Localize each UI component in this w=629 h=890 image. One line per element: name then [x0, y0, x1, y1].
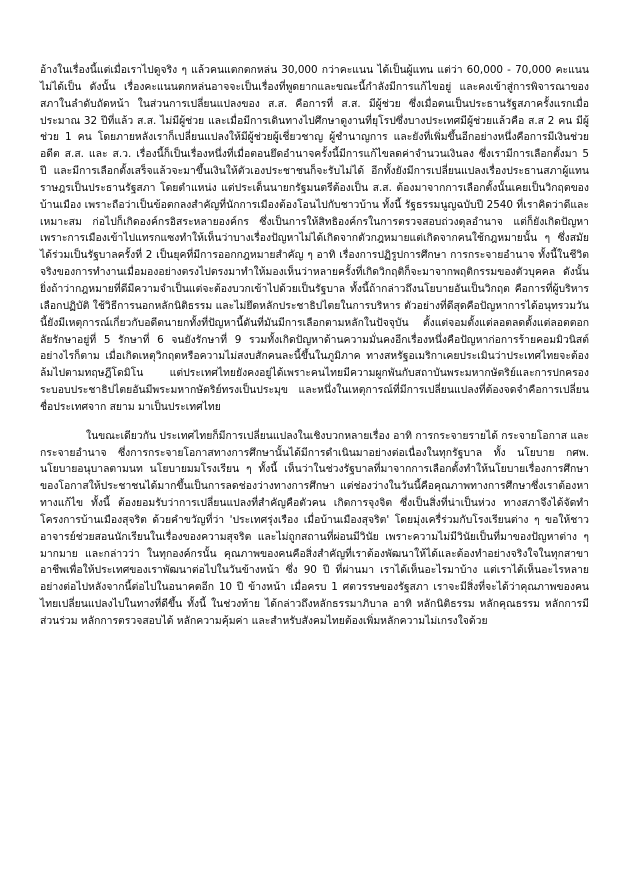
paragraph-1: อ้างในเรื่องนี้แต่เมื่อเราไปดูจริง ๆ แล้วคนแตกตกหล่น 30,000 กว่าคะแนน ได้เป็นผู้แทน แต่ว่า 60,000 - 70,000 คะแนน ไม่ได้เป็น ดังนั้น เรื่องคะแนนตกหล่นอาจจะเป็นเรื่องที่พูดยากและขณะนี้กำลังมีการแก้ไขอยู่ และคงเข้าสู่การพิจารณาของสภาในลำดับถัดหน้า ในส่วนการเปลี่ยนแปลงของ ส.ส. คือการที่ ส.ส. มีผู้ช่วย ซึ่งเมื่อตนเป็นประธานรัฐสภาครั้งแรกเมื่อประมาณ 32 ปีที่แล้ว ส.ส. ไม่มีผู้ช่วย และเมื่อมีการเดินทางไปศึกษาดูงานที่ยุโรปซึ่งบางประเทศมีผู้ช่วยแล้วคือ ส.ส 2 คน มีผู้ช่วย 1 คน โดยภายหลังเราก็เปลี่ยนแปลงให้มีผู้ช่วยผู้เชี่ยวชาญ ผู้ชำนาญการ และยังที่เพิ่มขึ้นอีกอย่างหนึ่งคือการมีเงินช่วยอดีต ส.ส. และ ส.ว. เรื่องนี้ก็เป็นเรื่องหนึ่งที่เมื่อตอนยึดอำนาจครั้งนี้มีการแก้ไขลดค่าจำนวนเงินลง ซึ่งเรามีการเลือกตั้งมา 5 ปี และมีการเลือกตั้งเสร็จแล้วจะมาขึ้นเงินให้ตัวเองประชาชนก็จะรับไม่ได้ อีกทั้งยังมีการเปลี่ยนแปลงเรื่องประธานสภาผู้แทนราษฎรเป็นประธานรัฐสภา โดยตำแหน่ง แต่ประเด็นนายกรัฐมนตรีต้องเป็น ส.ส. ต้องมาจากการเลือกตั้งนั้นเคยเป็นวิกฤตของบ้านเมือง เพราะถือว่าเป็นข้อตกลงสำคัญที่นักการเมืองต้องโอนไปกับชาวบ้าน ทั้งนี้ รัฐธรรมนูญฉบับปี 2540 ที่เราคิดว่าดีและเหมาะสม ก่อไปก็เกิดองค์กรอิสระหลายองค์กร ซึ่งเป็นการให้สิทธิองค์กรในการตรวจสอบถ่วงดุลอำนาจ แต่ก็ยังเกิดปัญหาเพราะการเมืองเข้าไปแทรกแซงทำให้เห็นว่าบางเรื่องปัญหาไม่ได้เกิดจากตัวกฎหมายแต่เกิดจากคนใช้กฎหมายนั้น ๆ ซึ่งสมัยได้ร่วมเป็นรัฐบาลครั้งที่ 2 เป็นยุคที่มีการออกกฎหมายสำคัญ ๆ อาทิ เรื่องการปฏิรูปการศึกษา การกระจายอำนาจ ทั้งนี้ในชีวิตจริงของการทำงานเมื่อมองอย่างตรงไปตรงมาทำให้มองเห็นว่าหลายครั้งที่เกิดวิกฤติก็จะมาจากพฤติกรรมของตัวบุคคล ดังนั้น ยิ่งถ้าว่ากฎหมายที่ดีมีความจำเป็นแต่จะต้องบวกเข้าไปด้วยเป็นรัฐบาล ทั้งนี้ถ้ากล่าวถึงนโยบายอันเป็นวิกฤต คือการที่ผู้บริหารเลือกปฏิบัติ ใช้วิธีการนอกหลักนิติธรรม และไม่ยึดหลักประชาธิปไตยในการบริหาร ตัวอย่างที่ดีสุดคือปัญหาการได้อนุทรวมวันนี้ยังมีเหตุการณ์เกี่ยวกับอดีตนายกทั้งที่ปัญหานี้ดันที่มันมีการเลือกตามหลักในปัจจุบัน ตั้งแต่จอมตั้งแต่ลอตลดตั้งแต่ลอตตอกลัยรักษาอยู่ที่ 5 รักษาที่ 6 จนยังรักษาที่ 9 รวมทั้งเกิดปัญหาด้านความมั่นคงอีกเรื่องหนึ่งคือปัญหาก่อการร้ายคอมมิวนิสต์ อย่างไรก็ตาม เมื่อเกิดเหตุวิกฤตหรือความไม่สงบสักคนละนี้ขึ้นในภูมิภาค ทางสหรัฐอเมริกาเคยประเมินว่าประเทศไทยจะต้องล้มไปตามทฤษฎีโดมิโน แต่ประเทศไทยยังคงอยู่ได้เพราะคนไทยมีความผูกพันกับสถาบันพระมหากษัตริย์และการปกครองระบอบประชาธิปไตยอันมีพระมหากษัตริย์ทรงเป็นประมุข และหนึ่งในเหตุการณ์ที่มีการเปลี่ยนแปลงที่ต้องจดจำคือการเปลี่ยนชื่อประเทศจาก สยาม มาเป็นประเทศไทย: [40, 64, 589, 413]
document-body: [40, 62, 589, 630]
paragraph-2: ในขณะเดียวกัน ประเทศไทยก็มีการเปลี่ยนแปลงในเชิงบวกหลายเรื่อง อาทิ การกระจายรายได้ กระจายโอกาส และกระจายอำนาจ ซึ่งการกระจายโอกาสทางการศึกษานั้นได้มีการดำเนินมาอย่างต่อเนื่องในทุกรัฐบาล ทั้ง นโยบาย กศพ. นโยบายอนุบาลตามนท นโยบายมมโรงเรียน ๆ ทั้งนี้ เห็นว่าในช่วงรัฐบาลที่มาจากการเลือกตั้งทำให้นโยบายเรื่องการศึกษาของโอกาสให้ประชาชนได้มากขึ้นเป็นการลดช่องว่างทางการศึกษา แต่ช่องว่างในวันนี้คือคุณภาพทางการศึกษาซึ่งเราต้องหาทางแก้ไข ทั้งนี้ ต้องยอมรับว่าการเปลี่ยนแปลงที่สำคัญคือตัวคน เกิดการจุงจิต ซึ่งเป็นสิ่งที่น่าเป็นห่วง ทางสภาจึงได้จัดทำโครงการบ้านเมืองสุจริต ด้วยคำขวัญที่ว่า 'ประเทศรุ่งเรือง เมื่อบ้านเมืองสุจริต' โดยมุ่งเครื่ร่วมกับโรงเรียนต่าง ๆ ขอให้ชาวอาจารย์ช่วยสอนนักเรียนในเรื่องของความสุจริต และไม่ถูกสถานที่ผ่อนมีวินัย เพราะความไม่มีวินัยเป็นที่มาของปัญหาต่าง ๆ มากมาย และกล่าวว่า ในทุกองค์กรนั้น คุณภาพของคนคือสิ่งสำคัญที่เราต้องพัฒนาให้ได้และต้องทำอย่างจริงใจในทุกสาขาอาชีพเพื่อให้ประเทศของเราพัฒนาต่อไปในวันข้างหน้า ซึ่ง 90 ปี ที่ผ่านมา เราได้เห็นอะไรมาบ้าง แต่เราได้เห็นอะไรหลายอย่างต่อไปหลังจากนี้ต่อไปในอนาคตอีก 10 ปี ข้างหน้า เมื่อครบ 1 ศตวรรษของรัฐสภา เราจะมีสิ่งที่จะได้ว่าคุณภาพของคนไทยเปลี่ยนแปลงไปในทางที่ดีขึ้น ทั้งนี้ ในช่วงท้าย ได้กล่าวถึงหลักธรรมาภิบาล อาทิ หลักนิติธรรม หลักคุณธรรม หลักการมีส่วนร่วม หลักการตรวจสอบได้ หลักความคุ้มค่า และสำหรับสังคมไทยต้องเพิ่มหลักความไม่เกรงใจด้วย: [40, 429, 589, 627]
